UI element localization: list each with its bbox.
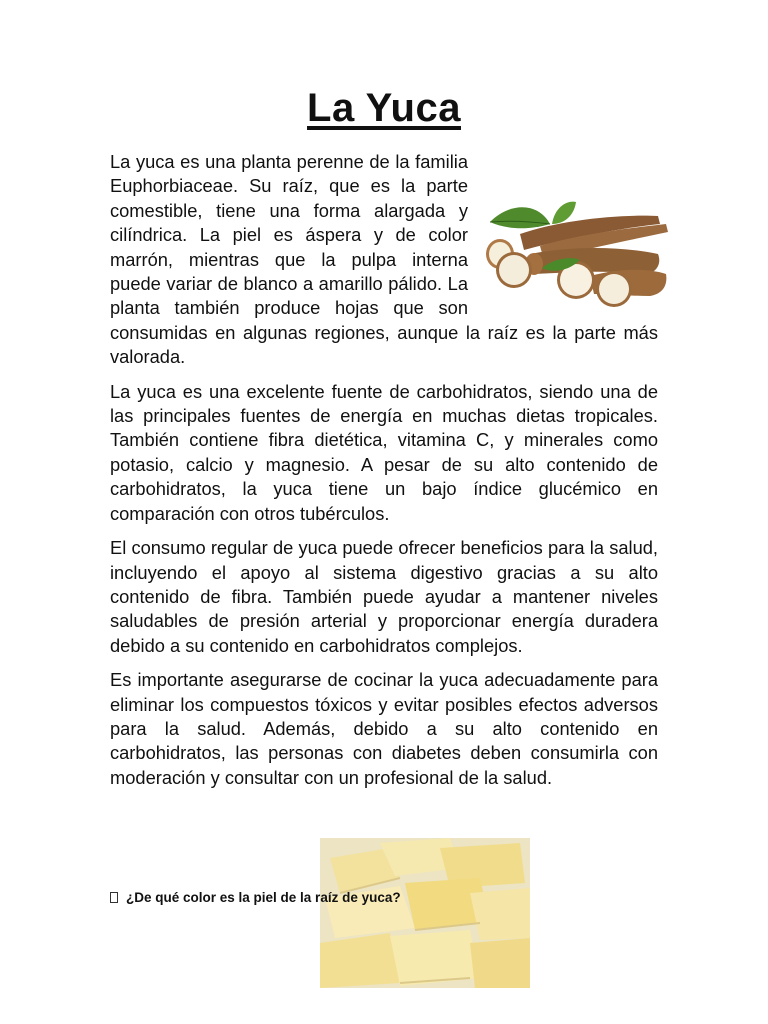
- question-text: ¿De qué color es la piel de la raíz de yuca?: [126, 890, 401, 905]
- checkbox-icon: [110, 892, 118, 903]
- paragraph-description: La yuca es una planta perenne de la familia Euphorbiaceae. Su raíz, que es la parte comestible, tiene una forma alargada y cilíndrica. La piel es áspera y de color marrón, mientras que la pulpa interna puede variar de blanco a amarillo pálido. La planta también produce hojas que son consumidas en algunas regiones, aunque la raíz es la parte más valorada.: [110, 151, 658, 368]
- document-title: La Yuca: [307, 86, 461, 130]
- question-item: [110, 890, 401, 905]
- paragraph-benefits: El consumo regular de yuca puede ofrecer beneficios para la salud, incluyendo el apoyo al sistema digestivo gracias a su alto contenido de fibra. También puede ayudar a mantener niveles saludables de presión arterial y proporcionar energía duradera debido a su contenido en carbohidratos complejos.: [110, 537, 658, 656]
- paragraph-precautions: Es importante asegurarse de cocinar la yuca adecuadamente para eliminar los compuestos tóxicos y evitar posibles efectos adversos para la salud. Además, debido a su alto contenido en carbohidratos, las personas con diabetes deben consumirla con moderación y consultar con un profesional de la salud.: [110, 669, 658, 788]
- cassava-roots-image: [480, 194, 670, 312]
- cooked-yuca-photo: [320, 838, 530, 988]
- paragraph-nutrition: La yuca es una excelente fuente de carbohidratos, siendo una de las principales fuentes de energía en muchas dietas tropicales. También contiene fibra dietética, vitamina C, y minerales como potasio, calcio y magnesio. A pesar de su alto contenido de carbohidratos, la yuca tiene un bajo índice glucémico en comparación con otros tubérculos.: [110, 380, 658, 524]
- document-body: [110, 150, 658, 800]
